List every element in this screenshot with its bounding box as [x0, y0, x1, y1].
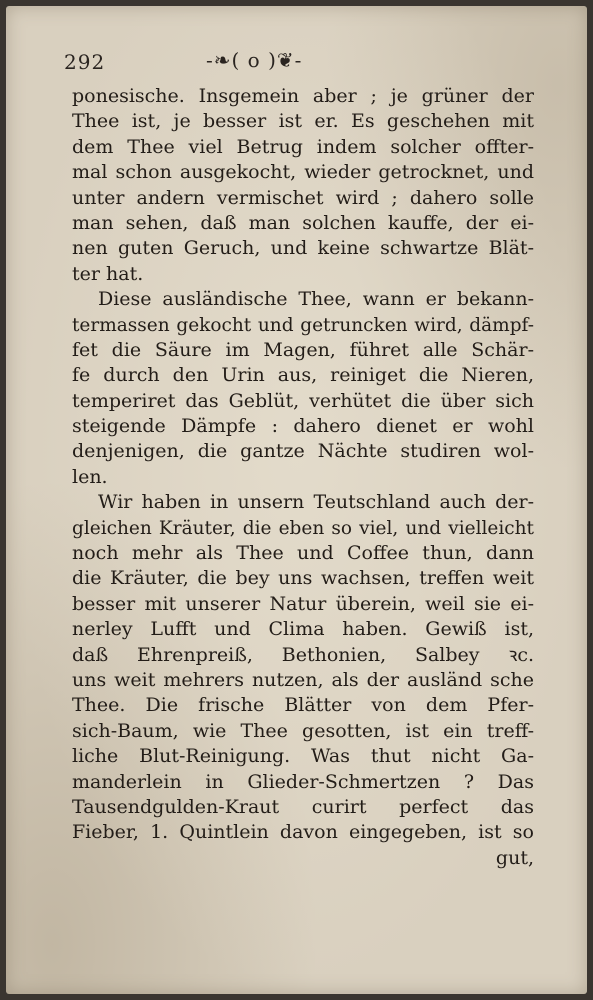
text-line: Fieber, 1. Quintlein davon eingegeben, ist so: [72, 821, 534, 844]
text-line: Thee ist, je besser ist er. Es geschehen mit: [72, 110, 534, 133]
text-line: besser mit unserer Natur überein, weil sie ei-: [72, 592, 534, 615]
text-line: steigende Dämpfe : dahero dienet er wohl: [72, 415, 534, 438]
page-header: [64, 48, 544, 78]
text-line: gleichen Kräuter, die eben so viel, und vielleicht: [72, 517, 534, 539]
text-line: uns weit mehrers nutzen, als der ausländ sche: [72, 668, 534, 691]
paragraph-start-line: Diese ausländische Thee, wann er bekann-: [98, 288, 534, 311]
text-line: ponesische. Insgemein aber ; je grüner der: [72, 85, 534, 107]
text-line: manderlein in Glieder-Schmertzen ? Das: [72, 770, 534, 793]
text-line: fet die Säure im Magen, führet alle Schär-: [72, 338, 534, 361]
text-line: ter hat.: [72, 262, 144, 285]
text-line: fe durch den Urin aus, reiniget die Nieren,: [72, 364, 534, 387]
text-line: temperiret das Geblüt, verhütet die über sich: [72, 389, 534, 412]
page-number: 292: [64, 50, 106, 74]
catchword: gut,: [495, 846, 534, 869]
text-line: sich-Baum, wie Thee gesotten, ist ein treff-: [72, 719, 534, 742]
text-line: termassen gekocht und getruncken wird, dämpf-: [72, 314, 534, 336]
book-page: [6, 6, 587, 994]
header-ornament: -❧( o )❦-: [206, 48, 303, 72]
paragraph-start-line: Wir haben in unsern Teutschland auch der-: [98, 491, 534, 514]
text-line: len.: [72, 465, 108, 488]
text-line: noch mehr als Thee und Coffee thun, dann: [72, 542, 534, 565]
text-line: nerley Lufft und Clima haben. Gewiß ist,: [72, 618, 534, 641]
text-line: dem Thee viel Betrug indem solcher offter-: [72, 135, 534, 158]
body-text: [72, 84, 534, 871]
text-line: liche Blut-Reinigung. Was thut nicht Ga-: [72, 745, 534, 768]
text-line: daß Ehrenpreiß, Bethonien, Salbey ꝛc.: [72, 643, 534, 666]
text-line: nen guten Geruch, und keine schwartze Blät-: [72, 237, 534, 260]
text-line: man sehen, daß man solchen kauffe, der ei-: [72, 211, 534, 234]
text-line: unter andern vermischet wird ; dahero solle: [72, 186, 534, 209]
text-line: die Kräuter, die bey uns wachsen, treffen weit: [72, 567, 534, 590]
text-line: Thee. Die frische Blätter von dem Pfer-: [72, 694, 534, 717]
text-line: mal schon ausgekocht, wieder getrocknet, und: [72, 161, 534, 184]
text-line: denjenigen, die gantze Nächte studiren wol-: [72, 440, 534, 463]
text-line: Tausendgulden-Kraut curirt perfect das: [72, 795, 534, 818]
